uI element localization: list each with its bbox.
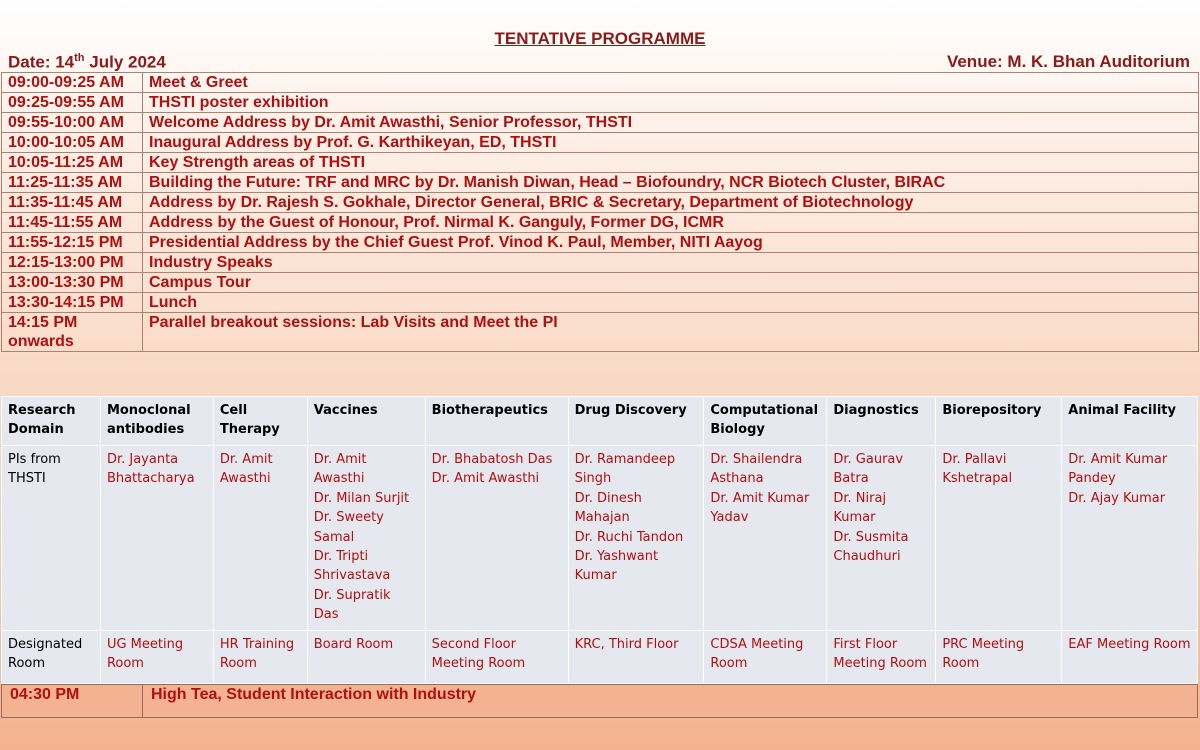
- domain-room: KRC, Third Floor: [568, 631, 704, 684]
- domain-room: Board Room: [307, 631, 425, 684]
- pi-name: Dr. Supratik Das: [313, 587, 391, 623]
- schedule-row: [2, 273, 1199, 293]
- schedule-time: 13:30-14:15 PM: [2, 293, 143, 313]
- schedule-time: 13:00-13:30 PM: [2, 273, 143, 293]
- schedule-event: Presidential Address by the Chief Guest Prof. Vinod K. Paul, Member, NITI Aayog: [143, 233, 1199, 253]
- domain-pis: [1062, 446, 1198, 631]
- domain-room: HR Training Room: [213, 631, 307, 684]
- row-label-designated-room: Designated Room: [2, 631, 101, 684]
- schedule-event: Address by the Guest of Honour, Prof. Nirmal K. Ganguly, Former DG, ICMR: [143, 213, 1199, 233]
- domain-pis: [936, 446, 1062, 631]
- domain-pis: [425, 446, 568, 631]
- schedule-event: Key Strength areas of THSTI: [143, 153, 1199, 173]
- schedule-row: [2, 173, 1199, 193]
- schedule-time: 09:00-09:25 AM: [2, 73, 143, 93]
- domain-room: PRC Meeting Room: [936, 631, 1062, 684]
- research-domains-panel: [1, 396, 1198, 684]
- pi-name: Dr. Dinesh Mahajan: [574, 490, 642, 526]
- schedule-event: Parallel breakout sessions: Lab Visits and Meet the PI: [143, 313, 1199, 352]
- domain-name: Cell Therapy: [213, 397, 307, 446]
- schedule-row: [2, 313, 1199, 352]
- domain-name: Biotherapeutics: [425, 397, 568, 446]
- pi-name: Dr. Bhabatosh Das: [431, 452, 553, 467]
- schedule-row: [2, 233, 1199, 253]
- page-title: TENTATIVE PROGRAMME: [494, 29, 706, 48]
- pi-name: Dr. Gaurav Batra: [833, 452, 904, 487]
- event-venue: Venue: M. K. Bhan Auditorium: [946, 52, 1190, 71]
- schedule-event: Lunch: [143, 293, 1199, 313]
- pi-name: Dr. Niraj Kumar: [833, 490, 887, 526]
- schedule-row: [2, 153, 1199, 173]
- pi-name: Dr. Yashwant Kumar: [574, 549, 659, 584]
- pi-name: Dr. Amit Awasthi: [313, 452, 367, 487]
- domain-pis: [827, 446, 936, 631]
- schedule-event: Industry Speaks: [143, 253, 1199, 273]
- row-label-pis: PIs from THSTI: [2, 446, 101, 631]
- schedule-event: Meet & Greet: [143, 73, 1199, 93]
- pi-name: Dr. Ruchi Tandon: [574, 529, 684, 545]
- closing-event: High Tea, Student Interaction with Industry: [143, 685, 1198, 718]
- domain-name: Biorepository: [936, 397, 1062, 446]
- domain-pis: [307, 446, 425, 631]
- domain-pis: [213, 446, 307, 631]
- schedule-row: [2, 73, 1199, 93]
- schedule-time: 11:35-11:45 AM: [2, 193, 143, 213]
- schedule-row: [2, 253, 1199, 273]
- schedule-row: [2, 213, 1199, 233]
- domain-name: Drug Discovery: [568, 397, 704, 446]
- pi-name: Dr. Ramandeep Singh: [574, 452, 676, 487]
- schedule-event: Welcome Address by Dr. Amit Awasthi, Senior Professor, THSTI: [143, 113, 1199, 133]
- domain-room: First Floor Meeting Room: [827, 631, 936, 684]
- schedule-time: 10:05-11:25 AM: [2, 153, 143, 173]
- domain-name: Computational Biology: [704, 397, 827, 446]
- schedule-time: 09:55-10:00 AM: [2, 113, 143, 133]
- domain-name: Vaccines: [307, 397, 425, 446]
- domain-name: Monoclonal antibodies: [100, 397, 213, 446]
- domain-pis: [704, 446, 827, 631]
- schedule-time: 11:55-12:15 PM: [2, 233, 143, 253]
- domain-room: CDSA Meeting Room: [704, 631, 827, 684]
- schedule-row: [2, 193, 1199, 213]
- schedule-event: Campus Tour: [143, 273, 1199, 293]
- schedule-event: Address by Dr. Rajesh S. Gokhale, Director General, BRIC & Secretary, Department of Biotechnology: [143, 193, 1199, 213]
- schedule-row: [2, 293, 1199, 313]
- pi-name: Dr. Amit Awasthi: [431, 471, 540, 487]
- domain-room: EAF Meeting Room: [1062, 631, 1198, 684]
- pi-name: Dr. Susmita Chaudhuri: [833, 529, 909, 565]
- event-date: Date: 14th July 2024: [8, 52, 166, 72]
- domain-name: Animal Facility: [1062, 397, 1198, 446]
- schedule-time: 09:25-09:55 AM: [2, 93, 143, 113]
- pi-name: Dr. Tripti Shrivastava: [313, 549, 391, 584]
- pi-name: Dr. Pallavi Kshetrapal: [942, 452, 1013, 487]
- schedule-time: 11:25-11:35 AM: [2, 173, 143, 193]
- schedule-event: THSTI poster exhibition: [143, 93, 1199, 113]
- pi-name: Dr. Amit Kumar Yadav: [710, 490, 810, 526]
- pi-name: Dr. Sweety Samal: [313, 510, 384, 545]
- schedule-event: Inaugural Address by Prof. G. Karthikeyan, ED, THSTI: [143, 133, 1199, 153]
- pi-name: Dr. Ajay Kumar: [1068, 490, 1166, 506]
- research-domains-table: [1, 396, 1198, 684]
- schedule-row: [2, 133, 1199, 153]
- pi-name: Dr. Shailendra Asthana: [710, 452, 803, 487]
- schedule-event: Building the Future: TRF and MRC by Dr. Manish Diwan, Head – Biofoundry, NCR Biotech Cluster, BIRAC: [143, 173, 1199, 193]
- row-label-research-domain: Research Domain: [2, 397, 101, 446]
- schedule-row: [2, 93, 1199, 113]
- schedule-time: 11:45-11:55 AM: [2, 213, 143, 233]
- schedule-table: [1, 72, 1199, 352]
- domain-pis: [568, 446, 704, 631]
- pi-name: Dr. Amit Kumar Pandey: [1068, 452, 1168, 487]
- schedule-time: 12:15-13:00 PM: [2, 253, 143, 273]
- domain-name: Diagnostics: [827, 397, 936, 446]
- domain-room: Second Floor Meeting Room: [425, 631, 568, 684]
- closing-row: [1, 684, 1198, 718]
- closing-time: 04:30 PM: [2, 685, 143, 718]
- schedule-time: 14:15 PM onwards: [2, 313, 143, 352]
- domain-room: UG Meeting Room: [100, 631, 213, 684]
- pi-name: Dr. Milan Surjit: [313, 490, 410, 506]
- schedule-row: [2, 113, 1199, 133]
- schedule-time: 10:00-10:05 AM: [2, 133, 143, 153]
- pi-name: Dr. Amit Awasthi: [219, 452, 273, 487]
- domain-pis: [100, 446, 213, 631]
- pi-name: Dr. Jayanta Bhattacharya: [106, 452, 195, 487]
